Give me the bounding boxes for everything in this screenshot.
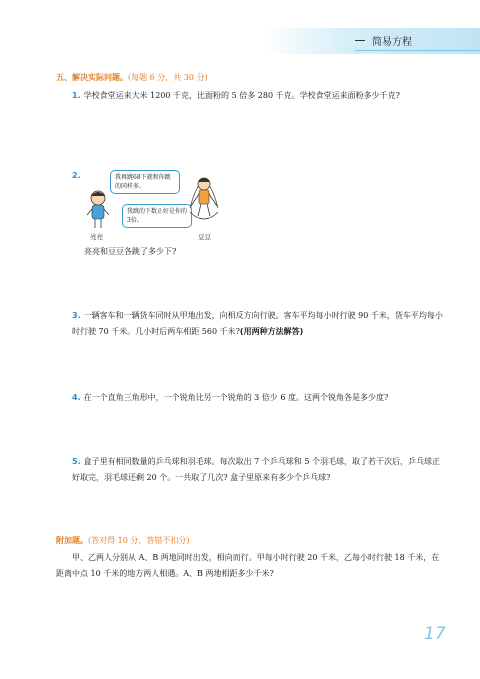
question-3-text: 一辆客车和一辆货车同时从甲地出发，向相反方向行驶。客车平均每小时行驶 90 千米，货车平均每小时行驶 70 千米。几小时后两车相距 560 千米? xyxy=(72,311,443,336)
section-title xyxy=(56,72,208,83)
doudou-illustration xyxy=(186,168,222,230)
question-2-number-wrap xyxy=(72,168,84,184)
question-1-number: 1. xyxy=(72,91,81,100)
question-3-method-note: (用两种方法解答) xyxy=(239,327,304,336)
question-1 xyxy=(72,88,442,104)
question-5-text: 盒子里有相同数量的乒乓球和羽毛球。每次取出 7 个乒乓球和 5 个羽毛球，取了若干次后，乒乓球正好取完，羽毛球还剩 20 个。一共取了几次? 盒子里原来有多少个乒乓球? xyxy=(72,457,440,482)
question-5 xyxy=(72,454,444,486)
question-3-number: 3. xyxy=(72,311,81,320)
question-1-text: 学校食堂运来大米 1200 千克，比面粉的 5 倍多 280 千克。学校食堂运来面粉多少千克? xyxy=(83,91,400,100)
question-2-number: 2. xyxy=(72,171,81,180)
header-dash xyxy=(355,40,365,41)
doudou-label: 豆豆 xyxy=(198,233,211,241)
question-5-number: 5. xyxy=(72,457,81,466)
header-rule xyxy=(355,50,480,51)
liangliang-speech-bubble: 我再跳68下就和你跳的同样多。 xyxy=(110,170,180,194)
liangliang-illustration xyxy=(84,188,112,230)
question-4 xyxy=(72,390,444,406)
question-2-text: 亮亮和豆豆各跳了多少下? xyxy=(84,247,177,256)
section-title-text: 五、解决实际问题。 xyxy=(56,73,128,82)
liangliang-label: 亮亮 xyxy=(90,233,103,241)
extra-title xyxy=(56,535,190,546)
extra-score-note: (答对得 10 分，答错不扣分) xyxy=(88,536,190,545)
chapter-title: 简易方程 xyxy=(372,37,412,48)
question-3 xyxy=(72,308,444,340)
extra-question-text: 甲、乙两人分别从 A、B 两地同时出发，相向而行。甲每小时行驶 20 千米，乙每小时行驶 18 千米，在距离中点 10 千米的地方两人相遇。A、B 两地相距多少千米? xyxy=(56,553,440,578)
question-2-figure xyxy=(84,168,224,242)
header-band xyxy=(0,28,480,54)
extra-question xyxy=(56,550,444,582)
question-4-text: 在一个直角三角形中，一个锐角比另一个锐角的 3 倍少 6 度。这两个锐角各是多少度? xyxy=(83,393,389,402)
doudou-speech-bubble: 我跳的下数正好是你的3倍。 xyxy=(122,204,192,228)
question-2-text-wrap xyxy=(84,244,176,260)
question-4-number: 4. xyxy=(72,393,81,402)
page-number: 17 xyxy=(424,624,446,644)
section-score-note: (每题 6 分，共 30 分) xyxy=(128,73,208,82)
extra-title-text: 附加题。 xyxy=(56,536,88,545)
